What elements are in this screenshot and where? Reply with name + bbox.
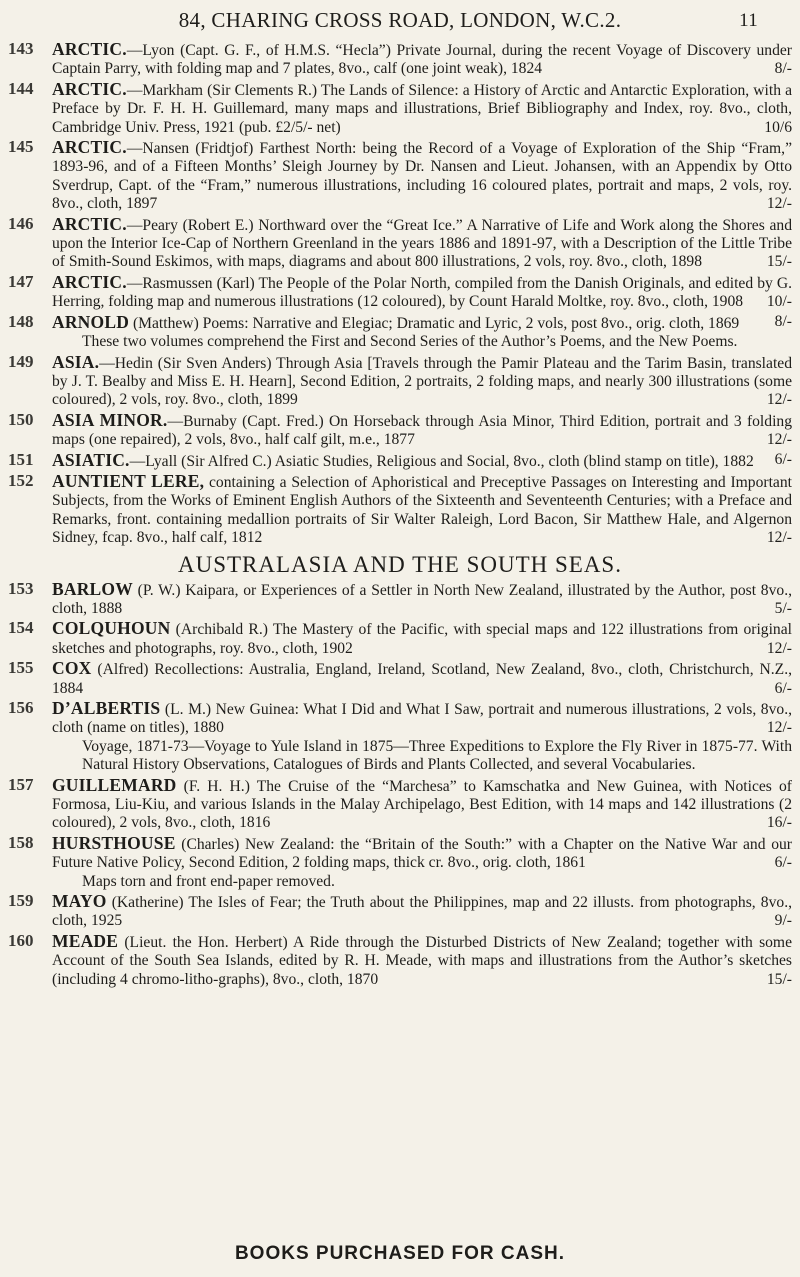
entry-price: 6/- <box>774 679 792 697</box>
entry-body <box>52 932 792 989</box>
entry-heading: ARCTIC. <box>52 137 127 158</box>
entry-heading: HURSTHOUSE <box>52 832 176 853</box>
entry-number: 145 <box>8 137 34 157</box>
entry-heading: D’ALBERTIS <box>52 698 161 718</box>
catalogue-entry <box>8 776 792 833</box>
entry-number: 155 <box>8 658 34 678</box>
entry-number: 144 <box>8 78 34 98</box>
catalogue-entry <box>8 313 792 352</box>
entry-heading: ASIA MINOR. <box>52 409 168 430</box>
entry-heading: COLQUHOUN <box>52 618 171 639</box>
entry-heading: ARCTIC. <box>52 78 127 99</box>
entry-number: 160 <box>8 930 34 950</box>
entry-list-b <box>8 580 792 990</box>
page-header <box>0 2 800 38</box>
entry-text: —Lyon (Capt. G. F., of H.M.S. “Hecla”) Private Journal, during the recent Voyage of Discovery under Captain Parry, with folding map and 7 plates, 8vo., calf (one joint weak), 1824 <box>52 42 792 78</box>
entry-price: 6/- <box>774 854 792 872</box>
catalogue-entry <box>8 80 792 137</box>
entry-body <box>52 138 792 214</box>
catalogue-entry <box>8 40 792 79</box>
entry-note: Voyage, 1871-73—Voyage to Yule Island in 1875—Three Expeditions to Explore the Fly River in 1875-77. With Natural History Observations, Catalogues of Birds and Plants Collected, and several Vocabularies. <box>82 737 792 774</box>
entry-price: 8/- <box>774 60 792 78</box>
catalogue-entry <box>8 273 792 312</box>
entry-number: 159 <box>8 891 34 911</box>
entry-price: 10/6 <box>764 118 792 136</box>
page-title: 84, CHARING CROSS ROAD, LONDON, W.C.2. <box>178 8 622 32</box>
entry-number: 149 <box>8 351 34 371</box>
entry-body <box>52 619 792 658</box>
entry-heading: AUNTIENT LERE, <box>52 470 205 491</box>
entry-text: (Charles) New Zealand: the “Britain of the South:” with a Chapter on the Native War and our Future Native Policy, Second Edition, 2 folding maps, thick cr. 8vo., orig. cloth, 1861 <box>52 835 792 872</box>
entry-number: 157 <box>8 774 34 794</box>
catalogue-entry <box>8 932 792 989</box>
entry-text: —Rasmussen (Karl) The People of the Polar North, compiled from the Danish Originals, and edited by G. Herring, folding map and numerous illustrations (12 coloured), by Count Harald Moltke, roy. 8vo., cloth, 1908 <box>52 274 792 311</box>
entry-price: 12/- <box>766 639 792 657</box>
entry-body <box>52 353 792 410</box>
entry-price: 8/- <box>774 312 792 330</box>
entry-text: containing a Selection of Aphoristical and Preceptive Passages on Interesting and Important Subjects, from the Works of Eminent English Authors of the Sixteenth and Seventeenth Centuries; with a Preface and Remarks, front. containing medallion portraits of Sir Walter Raleigh, Lord Bacon, Sir Matthew Hale, and Algernon Sidney, fcap. 8vo., half calf, 1812 <box>52 473 792 547</box>
catalogue-entry <box>8 472 792 548</box>
entry-body <box>52 215 792 272</box>
entry-number: 152 <box>8 470 34 490</box>
entry-heading: ARCTIC. <box>52 39 127 59</box>
entry-text: (Lieut. the Hon. Herbert) A Ride through the Disturbed Districts of New Zealand; together with some Account of the South Sea Islands, edited by R. H. Meade, with maps and illustrations from the Author’s sketches (including 4 chromo-litho-graphs), 8vo., cloth, 1870 <box>52 933 792 988</box>
entry-price: 9/- <box>774 912 792 930</box>
entry-body <box>52 313 792 333</box>
catalogue-entry <box>8 834 792 891</box>
entry-body <box>52 659 792 698</box>
catalogue-entry <box>8 138 792 214</box>
entry-price: 12/- <box>766 529 792 547</box>
entry-text: —Markham (Sir Clements R.) The Lands of Silence: a History of Arctic and Antarctic Exploration, with a Preface by Dr. F. H. H. Guillemard, many maps and illustrations, Brief Bibliography and Index, roy. 8vo., cloth, Cambridge Univ. Press, 1921 (pub. £2/5/- net) <box>52 81 792 136</box>
entry-number: 147 <box>8 271 34 291</box>
entry-price: 12/- <box>766 391 792 409</box>
catalogue-entry <box>8 619 792 658</box>
entry-body <box>52 411 792 450</box>
entry-price: 12/- <box>766 195 792 213</box>
entry-price: 12/- <box>766 431 792 449</box>
footer-notice: BOOKS PURCHASED FOR CASH. <box>234 1243 566 1264</box>
catalogue-entries <box>8 40 792 990</box>
entry-text: (L. M.) New Guinea: What I Did and What I Saw, portrait and numerous illustrations, 2 vols, 8vo., cloth (name on titles), 1880 <box>52 701 792 737</box>
entry-text: (F. H. H.) The Cruise of the “Marchesa” to Kamschatka and New Guinea, with Notices of Formosa, Liu-Kiu, and various Islands in the Malay Archipelago, Best Edition, with 14 maps and 142 illustrations (2 coloured), 2 vols, 8vo., cloth, 1816 <box>52 777 792 832</box>
entry-price: 15/- <box>766 253 792 271</box>
entry-heading: ARNOLD <box>52 311 130 332</box>
entry-heading: ASIATIC. <box>52 449 130 470</box>
entry-body <box>52 40 792 79</box>
catalogue-entry <box>8 411 792 450</box>
entry-heading: COX <box>52 658 92 679</box>
catalogue-entry <box>8 580 792 619</box>
entry-number: 158 <box>8 832 34 852</box>
entry-body <box>52 273 792 312</box>
entry-body <box>52 80 792 137</box>
entry-text: —Peary (Robert E.) Northward over the “Great Ice.” A Narrative of Life and Work along the Shores and upon the Interior Ice-Cap of Northern Greenland in the years 1886 and 1891-97, with a Description of the Little Tribe of Smith-Sound Eskimos, with maps, diagrams and about 800 illustrations, 2 vols, roy. 8vo., cloth, 1898 <box>52 216 792 271</box>
entry-number: 156 <box>8 698 34 717</box>
entry-heading: ARCTIC. <box>52 271 127 292</box>
entry-number: 148 <box>8 311 34 331</box>
entry-text: (Katherine) The Isles of Fear; the Truth about the Philippines, map and 22 illusts. from photographs, 8vo., cloth, 1925 <box>52 894 792 930</box>
entry-heading: MAYO <box>52 891 107 912</box>
entry-price: 6/- <box>774 450 792 468</box>
entry-price: 12/- <box>766 719 792 737</box>
entry-note: These two volumes comprehend the First and Second Series of the Author’s Poems, and the New Poems. <box>82 333 738 351</box>
section-title: AUSTRALASIA AND THE SOUTH SEAS. <box>178 551 622 577</box>
catalogue-entry <box>8 659 792 698</box>
entry-body <box>52 892 792 931</box>
entry-number: 146 <box>8 213 34 233</box>
entry-body <box>52 580 792 619</box>
entry-body <box>52 776 792 833</box>
entry-number: 151 <box>8 449 34 469</box>
catalogue-entry <box>8 451 792 471</box>
entry-body <box>52 834 792 873</box>
entry-text: —Nansen (Fridtjof) Farthest North: being the Record of a Voyage of Exploration of the Ship “Fram,” 1893-96, and of a Fifteen Months’ Sleigh Journey by Dr. Nansen and Lieut. Johansen, with an Appendix by Otto Sverdrup, Capt. of the “Fram,” numerous illustrations, including 16 coloured plates, portrait and maps, 2 vols, roy. 8vo., cloth, 1897 <box>52 140 792 213</box>
entry-body <box>52 472 792 548</box>
entry-heading: BARLOW <box>52 578 133 599</box>
entry-price: 16/- <box>766 814 792 832</box>
entry-heading: GUILLEMARD <box>52 774 177 795</box>
entry-number: 150 <box>8 409 34 429</box>
entry-body <box>52 451 792 471</box>
entry-price: 15/- <box>766 970 792 988</box>
entry-body <box>52 699 792 738</box>
entry-text: (Alfred) Recollections: Australia, England, Ireland, Scotland, New Zealand, 8vo., cloth, Christchurch, N.Z., 1884 <box>52 661 792 697</box>
entry-list-a <box>8 40 792 548</box>
entry-heading: ARCTIC. <box>52 213 127 234</box>
page-number: 11 <box>739 10 758 31</box>
entry-number: 143 <box>8 39 34 58</box>
entry-number: 154 <box>8 618 34 638</box>
entry-text: —Hedin (Sir Sven Anders) Through Asia [Travels through the Pamir Plateau and the Tarim Basin, translated by J. T. Bealby and Miss E. H. Hearn], Second Edition, 2 portraits, 2 folding maps, and nearly 300 illustrations (some coloured), 2 vols, roy. 8vo., cloth, 1899 <box>52 354 792 409</box>
entry-text: (P. W.) Kaipara, or Experiences of a Settler in North New Zealand, illustrated by the Author, post 8vo., cloth, 1888 <box>52 581 792 617</box>
entry-price: 10/- <box>766 293 792 311</box>
entry-text: —Lyall (Sir Alfred C.) Asiatic Studies, Religious and Social, 8vo., cloth (blind stamp on title), 1882 <box>129 452 754 470</box>
entry-number: 153 <box>8 578 34 598</box>
entry-note: Maps torn and front end-paper removed. <box>82 872 335 890</box>
entry-text: (Matthew) Poems: Narrative and Elegiac; Dramatic and Lyric, 2 vols, post 8vo., orig. cloth, 1869 <box>129 314 740 332</box>
catalogue-entry <box>8 215 792 272</box>
entry-heading: ASIA. <box>52 351 100 372</box>
catalogue-entry <box>8 892 792 931</box>
catalogue-entry <box>8 699 792 775</box>
entry-text: (Archibald R.) The Mastery of the Pacific, with special maps and 122 illustrations from original sketches and photographs, roy. 8vo., cloth, 1902 <box>52 621 792 657</box>
entry-price: 5/- <box>774 599 792 617</box>
entry-heading: MEADE <box>52 930 119 951</box>
entry-text: —Burnaby (Capt. Fred.) On Horseback through Asia Minor, Third Edition, portrait and 3 folding maps (one repaired), 2 vols, 8vo., half calf gilt, m.e., 1877 <box>52 412 792 449</box>
catalogue-entry <box>8 353 792 410</box>
